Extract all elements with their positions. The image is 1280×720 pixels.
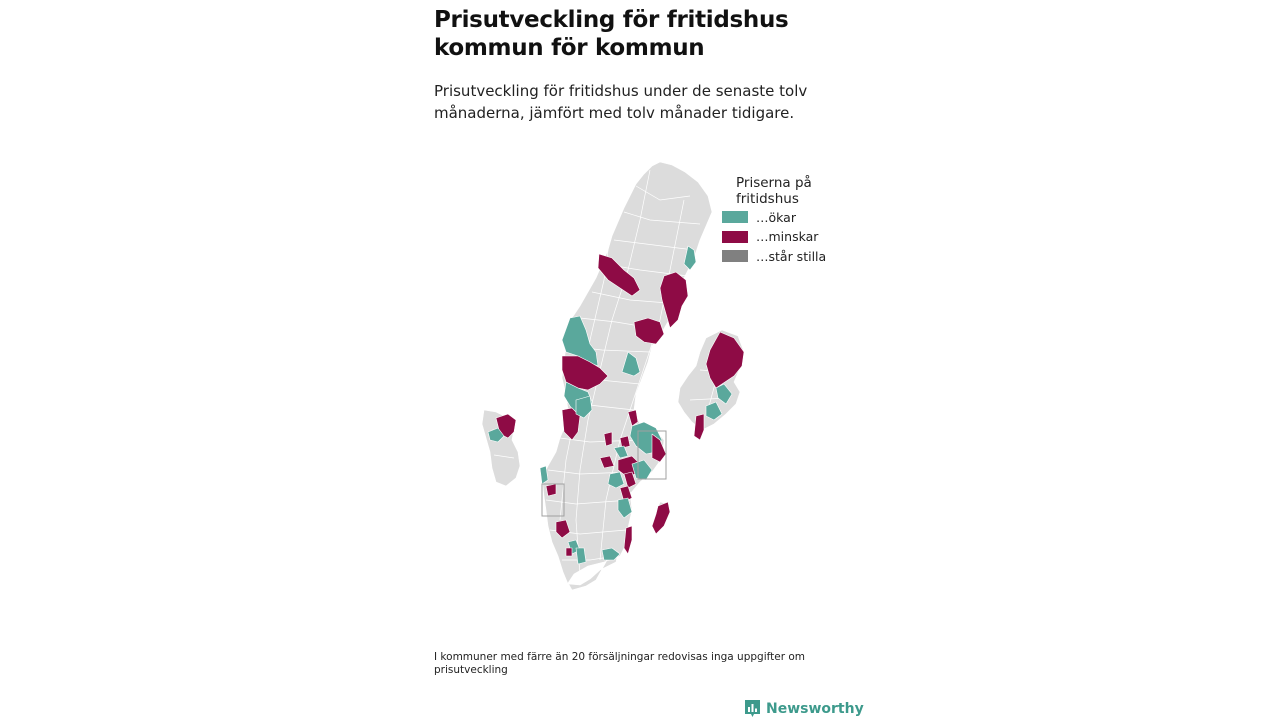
- legend-title: Priserna på fritidshus: [736, 175, 812, 207]
- municipality-decrease: [546, 484, 556, 496]
- municipality-increase: [576, 548, 586, 564]
- footnote: I kommuner med färre än 20 försäljningar redovisas inga uppgifter om prisutveckling: [434, 651, 806, 676]
- map-legend: [722, 175, 862, 266]
- page-subtitle: Prisutveckling för fritidshus under de senaste tolv månaderna, jämfört med tolv månader tidigare.: [434, 82, 808, 122]
- legend-item-decrease: [722, 228, 862, 247]
- legend-swatch-decrease: [722, 231, 748, 243]
- legend-swatch-increase: [722, 211, 748, 223]
- brand-logo[interactable]: [744, 699, 864, 718]
- legend-item-increase: [722, 208, 862, 227]
- base-map: [482, 162, 744, 590]
- municipality-decrease: [566, 548, 572, 556]
- legend-label: …ökar: [756, 209, 796, 225]
- municipality-decrease: [652, 502, 670, 534]
- brand-name: Newsworthy: [766, 700, 864, 717]
- legend-swatch-unchanged: [722, 250, 748, 262]
- legend-item-unchanged: [722, 247, 862, 266]
- newsworthy-chart-icon: [744, 699, 761, 718]
- page-title: Prisutveckling för fritidshus kommun för kommun: [434, 7, 789, 61]
- legend-label: …står stilla: [756, 248, 827, 264]
- legend-label: …minskar: [756, 229, 819, 245]
